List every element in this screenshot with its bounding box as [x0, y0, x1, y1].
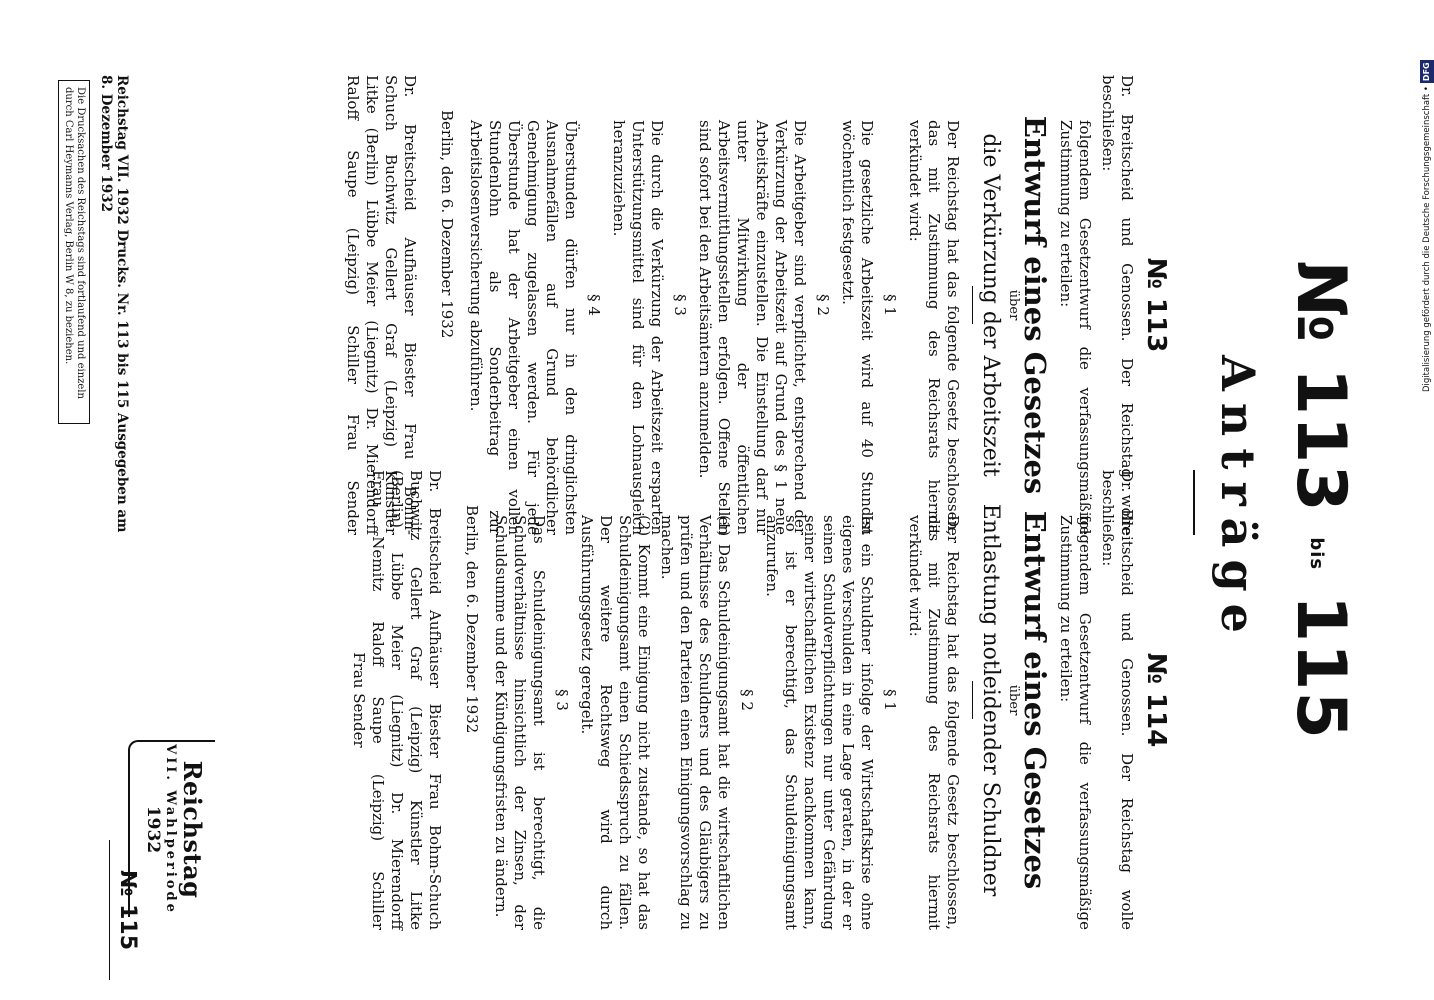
signature-line: Dr. Breitscheid Aufhäuser Biester Frau Bohm- — [401, 75, 419, 535]
law-title: Entwurf eines Gesetzes — [1018, 510, 1052, 890]
section-text: (2) Kommt eine Einigung nicht zustande, so hat das Schuldeinigungsamt einen Schiedsspruch zu fällen. Der weitere Rechtsweg wird durch Ausführungsgesetz geregelt. — [578, 515, 653, 930]
ueber-label: über — [1006, 684, 1021, 716]
signature-line: Frau Nemitz Raloff Saupe (Leipzig) Schiller — [369, 470, 387, 930]
number-to: 115 — [1281, 594, 1360, 740]
section-text: Die Arbeitgeber sind verpflichtet, entsprechend der Verkürzung der Arbeitszeit auf Grund des § 1 neue Arbeitskräfte einzustellen. Die Einstellung darf nur unter Mitwirkung der öffentlichen Arbeitsvermittlungsstellen erfolgen. Offene Stellen sind sofort bei den Arbeitsämtern anzumelden. — [696, 120, 809, 535]
print-footer: Reichstag VII. 1932 Drucks. Nr. 113 bis 115 Ausgegeben am 8. Dezember 1932 — [98, 75, 130, 533]
signature-line: Raloff Saupe (Leipzig) Schiller Frau Sender — [344, 75, 362, 535]
divider — [972, 681, 973, 719]
wahlperiode-label: VII. Wahlperiode — [163, 744, 178, 915]
document-number-range — [1281, 0, 1360, 1000]
title-rule — [1193, 470, 1195, 535]
document-title: Anträge — [1211, 355, 1265, 645]
signature-line: Litke (Berlin) Lübbe Meier (Liegnitz) Dr. Mierendorff — [363, 75, 381, 535]
ueber-label: über — [1006, 289, 1021, 321]
year-label: 1932 — [143, 805, 163, 854]
footer-rule — [109, 840, 110, 980]
motion-intro: Dr. Breitscheid und Genossen. Der Reichstag wolle beschließen: — [1099, 470, 1136, 930]
section-label: § 4 — [585, 294, 603, 316]
motion-proposal: folgendem Gesetzentwurf die verfassungsmäßige Zustimmung zu erteilen: — [1057, 120, 1094, 535]
motion-114 — [349, 470, 1171, 930]
preamble: Der Reichstag hat das folgende Gesetz beschlossen, das mit Zustimmung des Reichsrats hiermit verkündet wird: — [906, 515, 962, 930]
section-label: § 3 — [553, 689, 571, 711]
law-title: Entwurf eines Gesetzes — [1018, 115, 1052, 495]
signature-line: Schuch Buchwitz Gellert Graf (Leipzig) Künstler — [382, 75, 400, 535]
motion-proposal: folgendem Gesetzentwurf die verfassungsmäßige Zustimmung zu erteilen: — [1057, 515, 1094, 930]
reichstag-title: Reichstag — [178, 760, 207, 899]
reichstag-header-box — [128, 740, 215, 917]
number-from: № 113 — [1281, 260, 1360, 513]
section-label: § 3 — [671, 294, 689, 316]
section-text: Ist ein Schuldner infolge der Wirtschaftskrise ohne eigenes Verschulden in eine Lage geraten, in der er seinen Schuldverpflichtungen nur unter Gefährdung seiner wirtschaftlichen Existenz nachkommen kann, so ist er berechtigt, das Schuldeinigungsamt anzurufen. — [763, 515, 876, 930]
motion-number: № 114 — [1141, 652, 1171, 748]
section-label: § 2 — [814, 294, 832, 316]
section-label: § 1 — [881, 294, 899, 316]
dfg-logo: DFG — [1420, 60, 1434, 83]
section-text: Überstunden dürfen nur in den dringlichsten Ausnahmefällen auf Grund behördlicher Genehmigung zugelassen werden. Für jede Überstunde hat der Arbeitgeber einen vollen Stundenlohn als Sonderbeitrag zur Arbeitslosenversicherung abzuführen. — [467, 120, 580, 535]
place-date: Berlin, den 6. Dezember 1932 — [438, 110, 456, 339]
divider — [972, 286, 973, 324]
section-text: Das Schuldeinigungsamt ist berechtigt, die Schuldverhältnisse hinsichtlich der Zinsen, der Schuldsumme und der Kündigungsfristen zu ändern. — [492, 515, 548, 930]
section-text: (1) Das Schuldeinigungsamt hat die wirtschaftlichen Verhältnisse des Schuldners und des Gläubigers zu prüfen und den Parteien einen Einigungsvorschlag zu machen. — [658, 515, 733, 930]
signature-line: Dr. Breitscheid Aufhäuser Biester Frau Bohm-Schuch — [426, 470, 444, 930]
section-text: Die durch die Verkürzung der Arbeitszeit ersparten Unterstützungsmittel sind für den Lohnausgleich heranzuziehen. — [610, 120, 666, 535]
publisher-note-box — [58, 80, 90, 424]
publisher-note-line: durch Carl Heymanns Verlag, Berlin W 8, zu beziehen. — [63, 87, 74, 365]
signature-line: Frau Sender — [350, 652, 368, 748]
signature-line: Buchwitz Gellert Graf (Leipzig) Künstler Litke — [407, 470, 425, 930]
credit-text: Digitalisierung gefördert durch die Deutsche Forschungsgemeinschaft • — [1422, 86, 1432, 392]
publisher-note-line: Die Drucksachen des Reichstags sind fortlaufend und einzeln — [75, 87, 86, 399]
law-subject: die Verkürzung der Arbeitszeit — [978, 133, 1003, 477]
motion-intro: Dr. Breitscheid und Genossen. Der Reichstag wolle beschließen: — [1099, 75, 1136, 535]
number-bis: bis — [1306, 537, 1328, 571]
signature-line: (Berlin) Lübbe Meier (Liegnitz) Dr. Mierendorff — [388, 470, 406, 930]
digitization-credit — [1420, 8, 1434, 392]
next-motion-number: № 115 — [115, 869, 140, 951]
section-label: § 2 — [738, 689, 756, 711]
law-subject: Entlastung notleidender Schuldner — [978, 503, 1003, 897]
motion-number: № 113 — [1141, 257, 1171, 353]
motion-113 — [343, 75, 1171, 535]
preamble: Der Reichstag hat das folgende Gesetz beschlossen, das mit Zustimmung des Reichsrats hiermit verkündet wird: — [906, 120, 962, 535]
section-text: Die gesetzliche Arbeitszeit wird auf 40 Stunden wöchentlich festgesetzt. — [839, 120, 876, 535]
place-date: Berlin, den 6. Dezember 1932 — [463, 505, 481, 734]
section-label: § 1 — [881, 689, 899, 711]
